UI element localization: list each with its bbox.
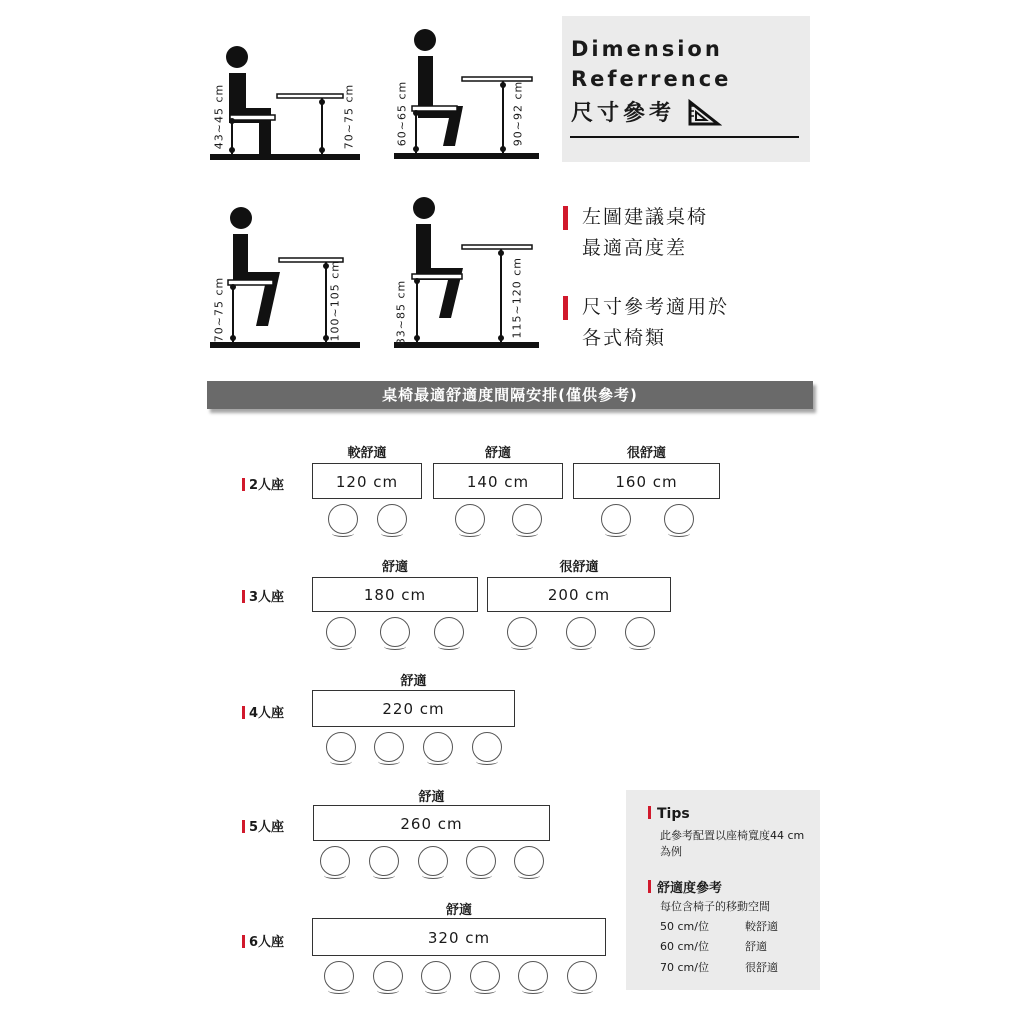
- chair-icon: [328, 504, 358, 534]
- chair-icon: [423, 732, 453, 762]
- comfort-reference-desc: 每位含椅子的移動空間: [660, 900, 770, 913]
- table-height-label: 100~105 cm: [328, 260, 342, 342]
- row-label-3-seat: 3人座: [242, 586, 284, 605]
- comfort-reference-title: 舒適度參考: [648, 877, 722, 896]
- chair-icon: [418, 846, 448, 876]
- title-underline: [570, 136, 799, 138]
- chair-icon: [470, 961, 500, 991]
- comfort-level: 舒適: [745, 940, 767, 953]
- chair-icon: [326, 732, 356, 762]
- comfort-label: 較舒適: [347, 446, 387, 461]
- title-line-2: Referrence: [571, 67, 732, 91]
- figure-high-table: [205, 200, 365, 350]
- chair-icon: [380, 617, 410, 647]
- comfort-label: 舒適: [381, 560, 408, 575]
- table-height-label: 70~75 cm: [342, 83, 356, 150]
- tips-title: Tips: [648, 806, 690, 822]
- row-label-5-seat: 5人座: [242, 816, 284, 835]
- space-value: 70 cm/位: [660, 961, 709, 974]
- comfort-label: 很舒適: [559, 560, 599, 575]
- chair-icon: [374, 732, 404, 762]
- table-width-box: 180 cm: [312, 577, 478, 612]
- chair-icon: [507, 617, 537, 647]
- table-width-box: 320 cm: [312, 918, 606, 956]
- note-2: [582, 292, 729, 354]
- chair-icon: [518, 961, 548, 991]
- comfort-label: 很舒適: [626, 446, 666, 461]
- title-panel: [562, 16, 810, 162]
- chair-icon: [601, 504, 631, 534]
- chair-icon: [373, 961, 403, 991]
- table-height-label: 115~120 cm: [510, 257, 524, 339]
- chair-icon: [472, 732, 502, 762]
- table-width-box: 120 cm: [312, 463, 422, 499]
- comfort-label: 舒適: [484, 446, 511, 461]
- chair-icon: [434, 617, 464, 647]
- section-banner: 桌椅最適舒適度間隔安排(僅供參考): [207, 381, 813, 409]
- chair-icon: [320, 846, 350, 876]
- chair-icon: [664, 504, 694, 534]
- note-2-marker: [563, 296, 568, 320]
- table-height-label: 90~92 cm: [511, 80, 525, 147]
- set-square-icon: [688, 98, 722, 126]
- figure-low-dining: [205, 25, 365, 165]
- tips-panel: [626, 790, 820, 990]
- note-1: [582, 202, 708, 264]
- figure-bar: [392, 192, 552, 352]
- table-width-box: 200 cm: [487, 577, 671, 612]
- chair-icon: [324, 961, 354, 991]
- chair-height-label: 70~75 cm: [212, 276, 226, 343]
- row-label-4-seat: 4人座: [242, 702, 284, 721]
- title-line-3: 尺寸參考: [571, 101, 676, 126]
- table-width-box: 160 cm: [573, 463, 720, 499]
- comfort-label: 舒適: [400, 674, 427, 689]
- space-value: 60 cm/位: [660, 940, 709, 953]
- chair-icon: [455, 504, 485, 534]
- note-1-line-2: 最適高度差: [582, 237, 688, 259]
- chair-icon: [567, 961, 597, 991]
- chair-icon: [625, 617, 655, 647]
- chair-icon: [377, 504, 407, 534]
- title-line-1: Dimension: [571, 37, 723, 61]
- seated-person-illustration-1: [205, 25, 365, 165]
- space-value: 50 cm/位: [660, 920, 709, 933]
- chair-icon: [421, 961, 451, 991]
- chair-height-label: 43~45 cm: [212, 83, 226, 150]
- row-label-6-seat: 6人座: [242, 931, 284, 950]
- table-width-box: 220 cm: [312, 690, 515, 727]
- note-1-marker: [563, 206, 568, 230]
- chair-icon: [566, 617, 596, 647]
- note-1-line-1: 左圖建議桌椅: [582, 206, 709, 228]
- note-2-line-1: 尺寸參考適用於: [582, 296, 730, 318]
- comfort-level: 較舒適: [745, 920, 778, 933]
- chair-icon: [514, 846, 544, 876]
- chair-icon: [369, 846, 399, 876]
- seated-person-illustration-4: [392, 192, 552, 352]
- chair-height-label: 83~85 cm: [394, 279, 408, 346]
- comfort-label: 舒適: [418, 790, 445, 805]
- seated-person-illustration-2: [392, 25, 552, 165]
- chair-icon: [326, 617, 356, 647]
- note-2-line-2: 各式椅類: [582, 327, 667, 349]
- chair-icon: [466, 846, 496, 876]
- comfort-label: 舒適: [445, 903, 472, 918]
- table-width-box: 140 cm: [433, 463, 563, 499]
- row-label-2-seat: 2人座: [242, 474, 284, 493]
- table-width-box: 260 cm: [313, 805, 550, 841]
- chair-icon: [512, 504, 542, 534]
- chair-height-label: 60~65 cm: [395, 80, 409, 147]
- tips-text: 此參考配置以座椅寬度44 cm為例: [660, 829, 805, 858]
- figure-counter: [392, 25, 552, 165]
- comfort-level: 很舒適: [745, 961, 778, 974]
